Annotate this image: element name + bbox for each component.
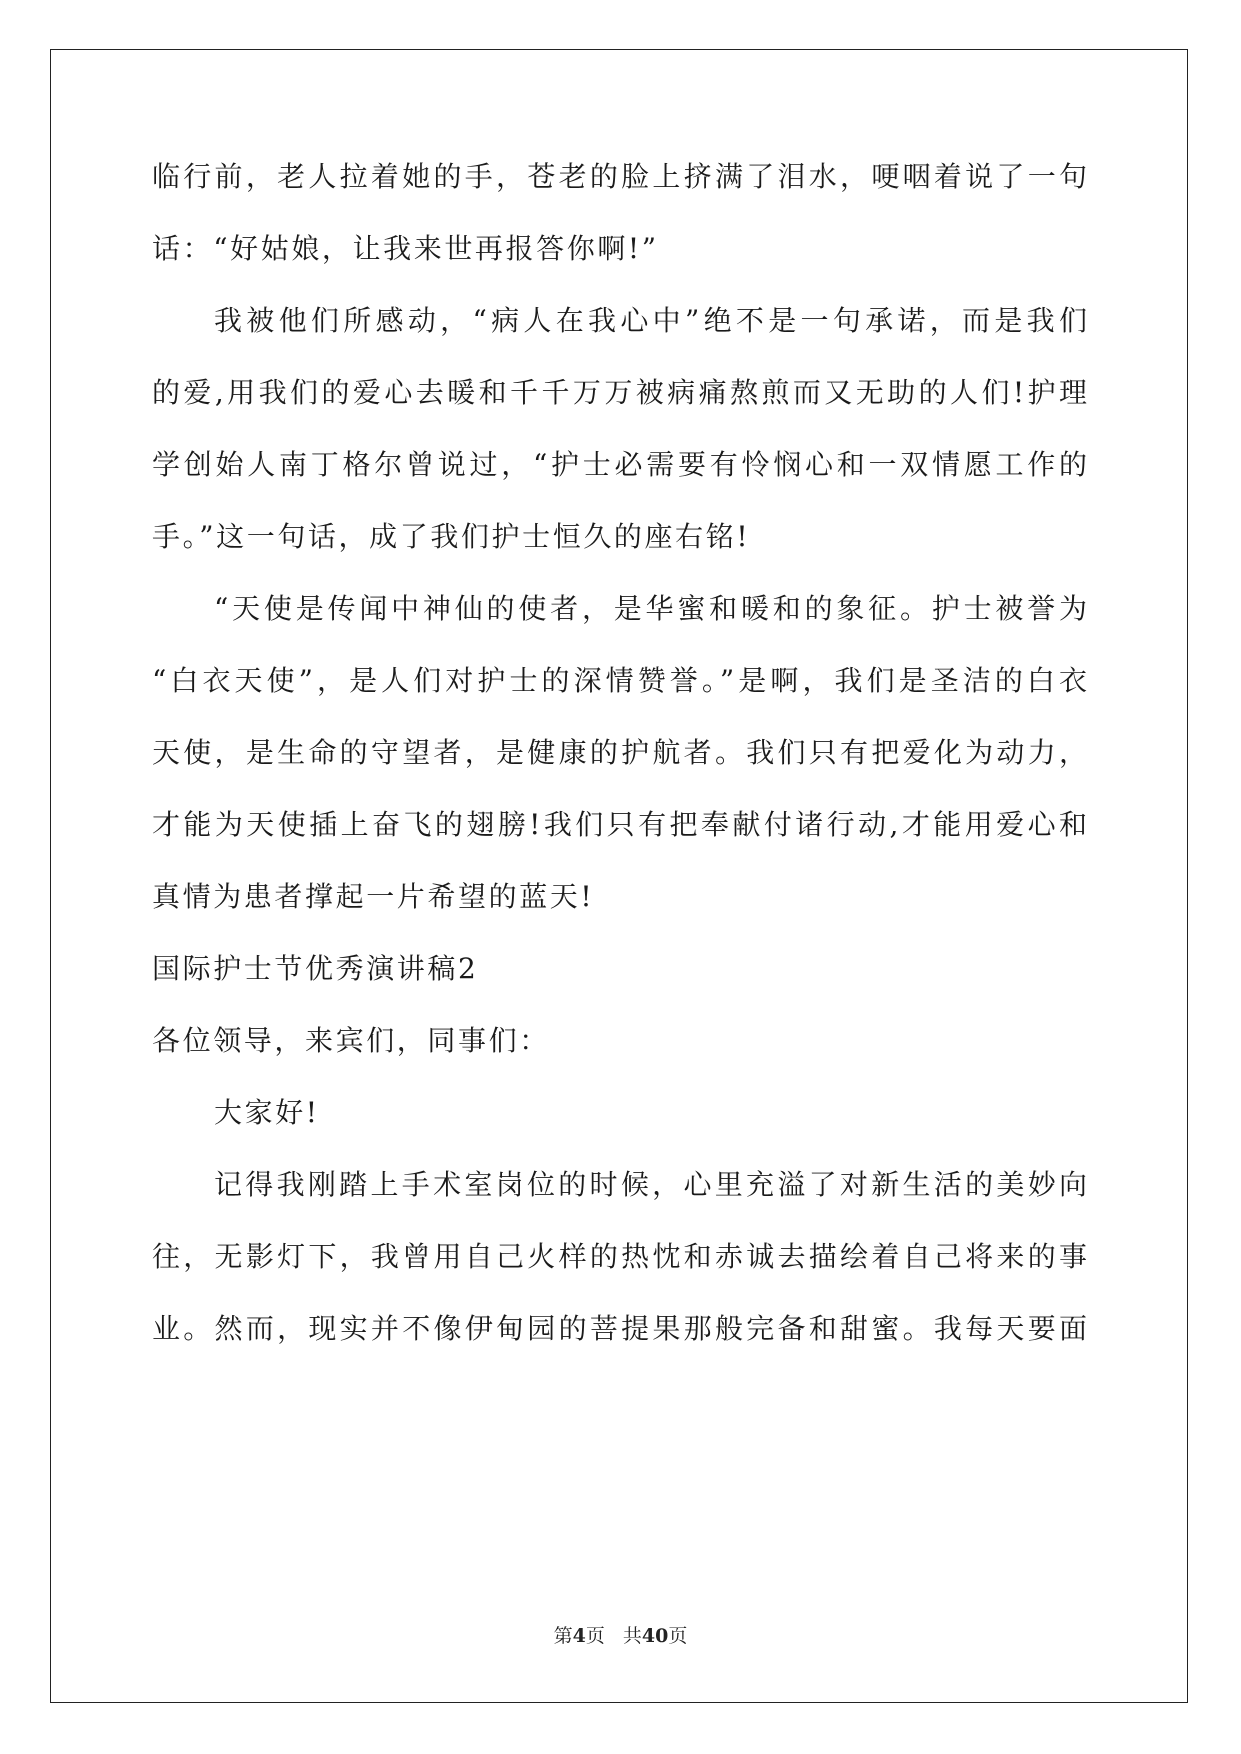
- text-line: 手。”这一句话，成了我们护士恒久的座右铭!: [152, 520, 751, 553]
- greeting: 大家好!: [214, 1096, 320, 1129]
- section-heading: 国际护士节优秀演讲稿2: [152, 952, 479, 985]
- text-line: 记得我刚踏上手术室岗位的时候，心里充溢了对新生活的美妙向: [214, 1168, 1087, 1201]
- text-line: 业。然而，现实并不像伊甸园的菩提果那般完备和甜蜜。我每天要面: [152, 1312, 1087, 1345]
- text-line: 我被他们所感动，“病人在我心中”绝不是一句承诺，而是我们: [214, 304, 1087, 337]
- text-line: 真情为患者撑起一片希望的蓝天!: [152, 880, 595, 913]
- salutation: 各位领导，来宾们，同事们：: [152, 1024, 550, 1057]
- text-line: 往，无影灯下，我曾用自己火样的热忱和赤诚去描绘着自己将来的事: [152, 1240, 1087, 1273]
- text-line: 学创始人南丁格尔曾说过，“护士必需要有怜悯心和一双情愿工作的: [152, 448, 1087, 481]
- page-number: 4: [572, 1625, 586, 1647]
- text-line: “白衣天使”，是人们对护士的深情赞誉。”是啊，我们是圣洁的白衣: [152, 664, 1087, 697]
- page-suffix: 页: [585, 1625, 605, 1647]
- text-line: 天使，是生命的守望者，是健康的护航者。我们只有把爱化为动力，: [152, 736, 1087, 769]
- total-pages: 40: [641, 1625, 669, 1647]
- text-line: 话：“好姑娘，让我来世再报答你啊!”: [152, 232, 659, 265]
- text-line: “天使是传闻中神仙的使者，是华蜜和暖和的象征。护士被誉为: [214, 592, 1087, 625]
- total-prefix: 共: [622, 1625, 642, 1647]
- page-footer: [0, 1624, 1241, 1648]
- page-border: [50, 49, 1188, 1703]
- text-line: 的爱,用我们的爱心去暖和千千万万被病痛熬煎而又无助的人们!护理: [152, 376, 1087, 409]
- text-line: 才能为天使插上奋飞的翅膀!我们只有把奉献付诸行动,才能用爱心和: [152, 808, 1087, 841]
- total-suffix: 页: [668, 1625, 688, 1647]
- page-prefix: 第: [553, 1625, 573, 1647]
- text-line: 临行前，老人拉着她的手，苍老的脸上挤满了泪水，哽咽着说了一句: [152, 160, 1087, 193]
